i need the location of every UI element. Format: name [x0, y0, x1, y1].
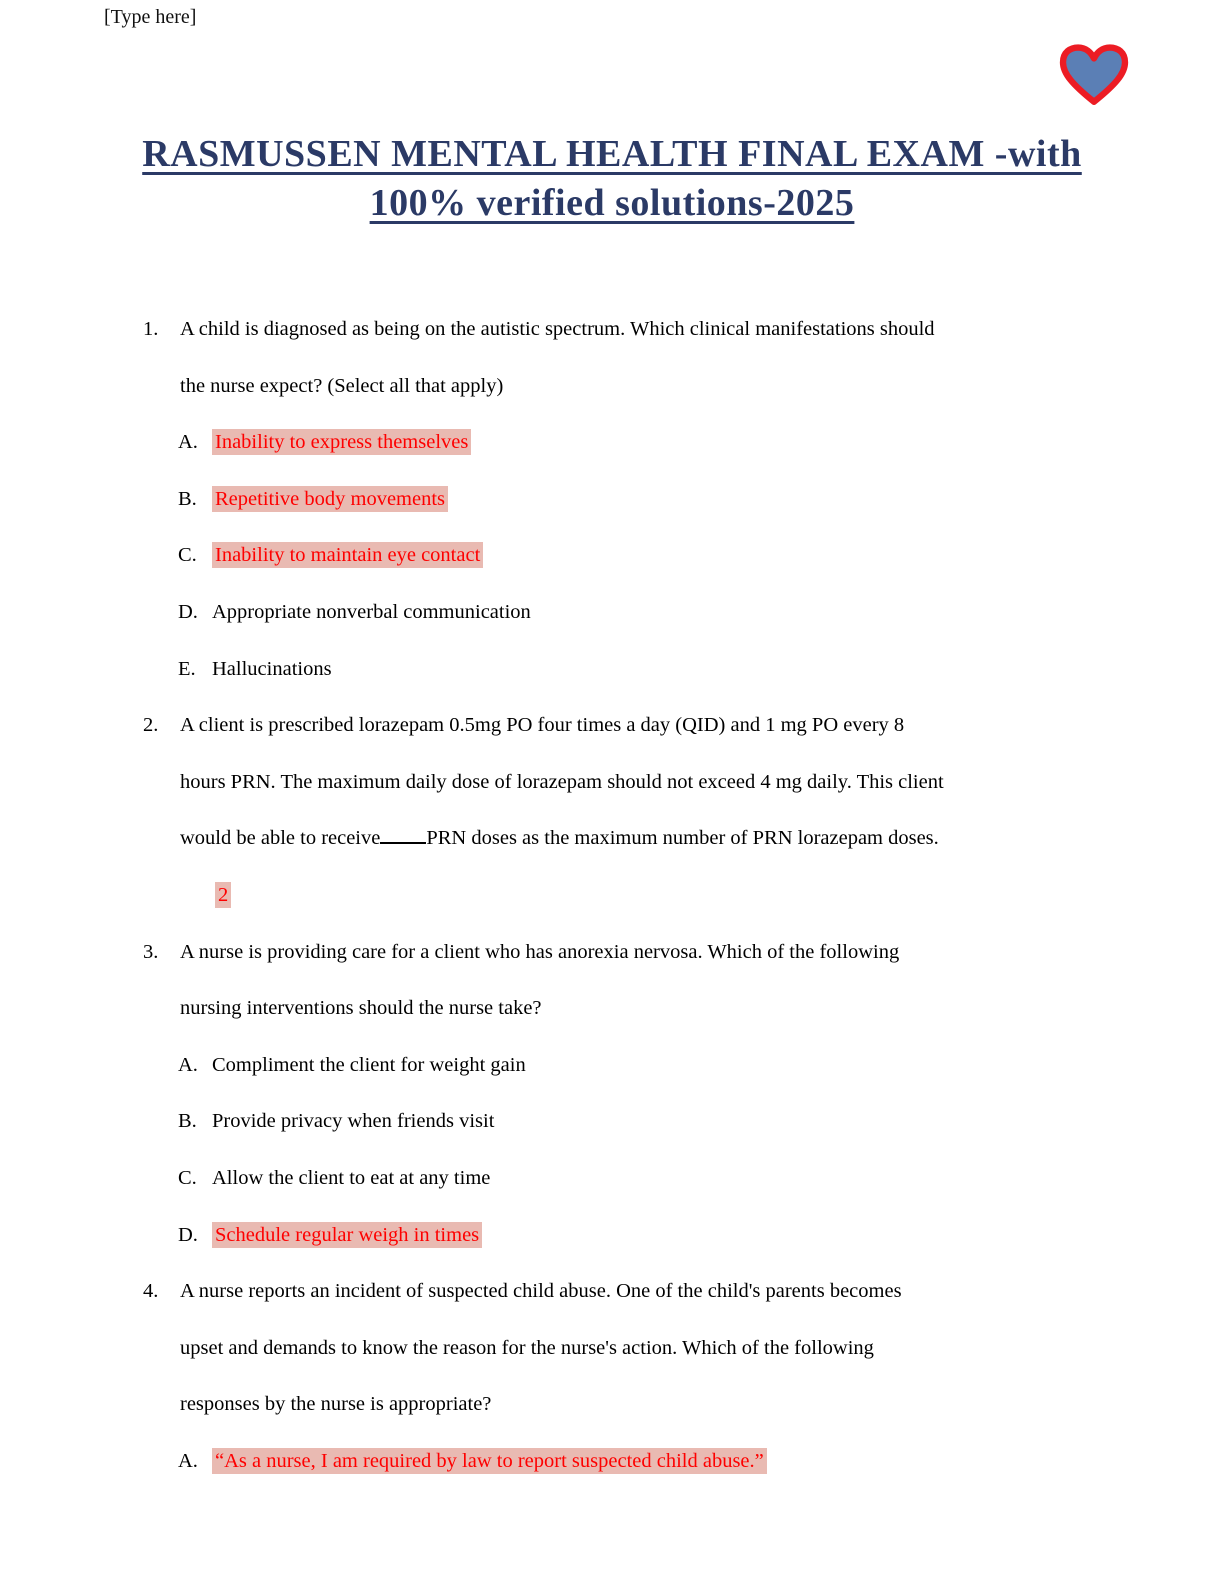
question-4-line-2: upset and demands to know the reason for the nurse's action. Which of the following — [180, 1336, 874, 1359]
option-text-highlighted: Repetitive body movements — [212, 486, 448, 512]
page-title-line2: 100% verified solutions-2025 — [369, 182, 855, 224]
question-2-line-3 — [143, 810, 1103, 867]
question-2-answer — [143, 867, 1103, 924]
option-letter: E. — [178, 657, 196, 680]
question-4-option-a — [143, 1433, 1103, 1490]
question-4-text: A nurse reports an incident of suspected child abuse. One of the child's parents becomes — [180, 1280, 902, 1303]
header-type-here-placeholder[interactable]: [Type here] — [104, 6, 197, 28]
question-2-line-2: hours PRN. The maximum daily dose of lorazepam should not exceed 4 mg daily. This client — [180, 770, 944, 793]
option-text-highlighted: “As a nurse, I am required by law to report suspected child abuse.” — [212, 1448, 767, 1474]
option-text: Compliment the client for weight gain — [212, 1053, 526, 1076]
question-3-line-1 — [143, 924, 1103, 981]
question-4-line-1 — [143, 1263, 1103, 1320]
fill-in-blank-line — [380, 842, 426, 844]
question-3-option-c — [143, 1150, 1103, 1207]
question-1-option-b — [143, 471, 1103, 528]
option-text: Appropriate nonverbal communication — [212, 600, 531, 623]
option-text-highlighted: Inability to express themselves — [212, 429, 471, 455]
question-2-text: A client is prescribed lorazepam 0.5mg PO four times a day (QID) and 1 mg PO every 8 — [180, 714, 905, 737]
option-letter: A. — [178, 431, 198, 454]
exam-body — [143, 301, 1103, 1489]
heart-icon — [1058, 44, 1130, 106]
answer-text-highlighted: 2 — [215, 882, 231, 908]
page-title — [0, 130, 1224, 228]
question-3-option-d — [143, 1207, 1103, 1264]
question-1-option-d — [143, 584, 1103, 641]
option-text: Provide privacy when friends visit — [212, 1110, 495, 1133]
option-letter: D. — [178, 1223, 198, 1246]
option-letter: C. — [178, 1166, 197, 1189]
question-1-option-c — [143, 527, 1103, 584]
question-3-number: 3. — [143, 940, 159, 963]
page-title-line1: RASMUSSEN MENTAL HEALTH FINAL EXAM -with — [142, 133, 1082, 175]
question-3-option-b — [143, 1093, 1103, 1150]
question-1-line-1 — [143, 301, 1103, 358]
option-text-highlighted: Inability to maintain eye contact — [212, 542, 483, 568]
question-3-text: A nurse is providing care for a client who has anorexia nervosa. Which of the following — [180, 940, 900, 963]
option-text-highlighted: Schedule regular weigh in times — [212, 1222, 482, 1248]
question-1-number: 1. — [143, 318, 159, 340]
option-text: Hallucinations — [212, 657, 332, 680]
question-1-option-a — [143, 414, 1103, 471]
question-1-line-2: the nurse expect? (Select all that apply) — [180, 374, 504, 397]
question-2-blank-post: PRN doses as the maximum number of PRN lorazepam doses. — [426, 827, 939, 850]
option-letter: B. — [178, 487, 197, 510]
option-letter: B. — [178, 1110, 197, 1133]
question-3-option-a — [143, 1037, 1103, 1094]
question-4-number: 4. — [143, 1280, 159, 1303]
question-4-line-3: responses by the nurse is appropriate? — [180, 1393, 492, 1416]
option-letter: C. — [178, 544, 197, 567]
option-letter: D. — [178, 600, 198, 623]
option-letter: A. — [178, 1449, 198, 1472]
question-2-blank-pre: would be able to receive — [180, 827, 381, 850]
option-letter: A. — [178, 1053, 198, 1076]
option-text: Allow the client to eat at any time — [212, 1166, 491, 1189]
question-2-line-1 — [143, 697, 1103, 754]
question-1-option-e — [143, 641, 1103, 698]
question-1-text: A child is diagnosed as being on the autistic spectrum. Which clinical manifestations should — [180, 318, 935, 340]
question-3-line-2: nursing interventions should the nurse take? — [180, 997, 542, 1020]
question-2-number: 2. — [143, 714, 159, 737]
